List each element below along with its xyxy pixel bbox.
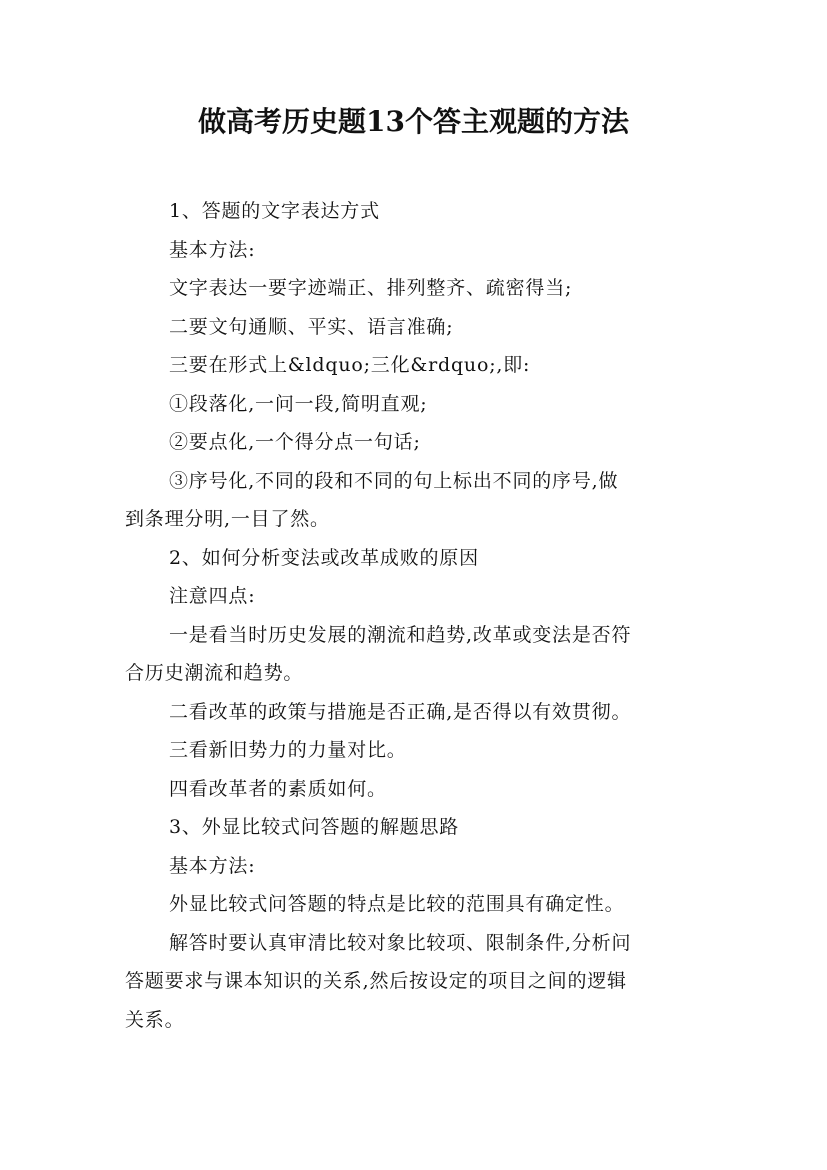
paragraph-line: 3、外显比较式问答题的解题思路 <box>169 816 460 838</box>
paragraph-line: 四看改革者的素质如何。 <box>169 777 387 800</box>
paragraph-line: 基本方法: <box>169 854 256 877</box>
document-title: 做高考历史题13个答主观题的方法 <box>198 105 629 138</box>
paragraph-line: 解答时要认真审清比较对象比较项、限制条件,分析问 <box>169 931 632 954</box>
paragraph-line: 答题要求与课本知识的关系,然后按设定的项目之间的逻辑 <box>125 970 627 992</box>
paragraph-line: 合历史潮流和趋势。 <box>125 662 304 684</box>
paragraph-line: 三要在形式上&ldquo;三化&rdquo;,即: <box>169 354 531 376</box>
paragraph-line: 三看新旧势力的力量对比。 <box>169 739 407 761</box>
paragraph-line: ①段落化,一问一段,简明直观; <box>169 392 428 415</box>
paragraph-line: 一是看当时历史发展的潮流和趋势,改革或变法是否符 <box>169 623 632 646</box>
paragraph-line: 文字表达一要字迹端正、排列整齐、疏密得当; <box>169 277 573 299</box>
paragraph-line: 注意四点: <box>169 585 256 607</box>
paragraph-line: 二看改革的政策与措施是否正确,是否得以有效贯彻。 <box>169 700 632 723</box>
paragraph-line: 基本方法: <box>169 238 256 261</box>
paragraph-line: 关系。 <box>125 1008 185 1031</box>
paragraph-line: ③序号化,不同的段和不同的句上标出不同的序号,做 <box>169 469 619 492</box>
paragraph-line: 外显比较式问答题的特点是比较的范围具有确定性。 <box>169 893 625 915</box>
paragraph-line: ②要点化,一个得分点一句话; <box>169 431 421 453</box>
paragraph-line: 1、答题的文字表达方式 <box>169 200 380 222</box>
paragraph-line: 二要文句通顺、平实、语言准确; <box>169 315 454 338</box>
paragraph-line: 2、如何分析变法或改革成败的原因 <box>169 546 479 569</box>
document-body <box>125 192 725 1039</box>
paragraph-line: 到条理分明,一目了然。 <box>125 508 330 530</box>
